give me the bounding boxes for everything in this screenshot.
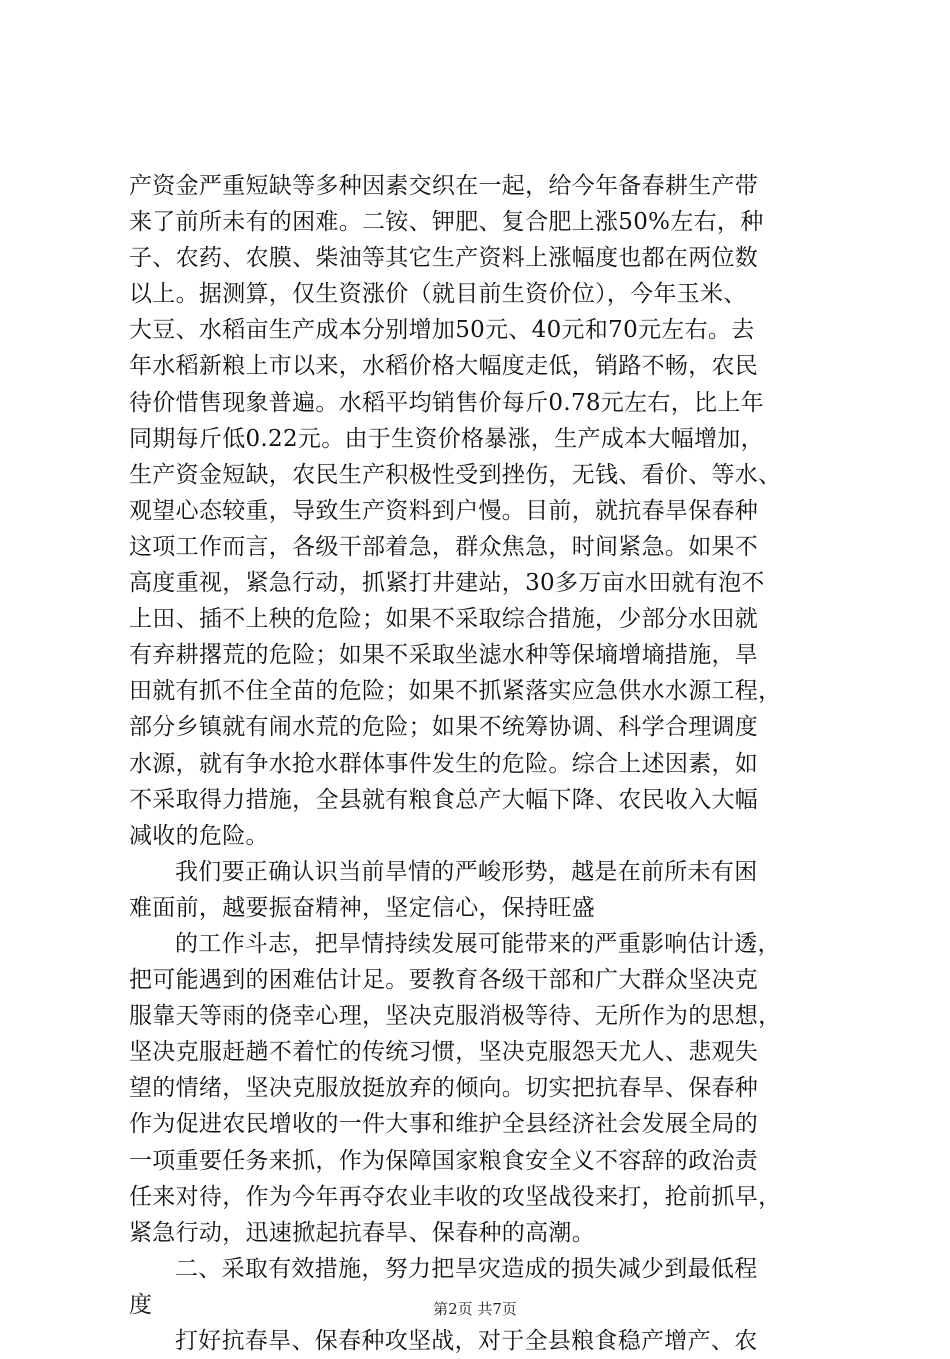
text-line: 一项重要任务来抓，作为保障国家粮食安全义不容辞的政治责 — [129, 1147, 759, 1174]
text-line: 生产资金短缺，农民生产积极性受到挫伤，无钱、看价、等水、 — [129, 461, 782, 488]
text-line: 不采取得力措施，全县就有粮食总产大幅下降、农民收入大幅 — [129, 786, 759, 813]
document-body — [129, 168, 829, 1359]
text-line: 待价惜售现象普遍。水稻平均销售价每斤0.78元左右，比上年 — [129, 389, 764, 416]
text-line: 田就有抓不住全苗的危险；如果不抓紧落实应急供水水源工程， — [129, 678, 782, 705]
text-line: 这项工作而言，各级干部着急，群众焦急，时间紧急。如果不 — [129, 533, 759, 560]
text-line: 任来对待，作为今年再夺农业丰收的攻坚战役来打，抢前抓早， — [129, 1183, 782, 1210]
text-line: 有弃耕撂荒的危险；如果不采取坐滤水种等保墒增墒措施，旱 — [129, 642, 759, 669]
text-line: 服靠天等雨的侥幸心理，坚决克服消极等待、无所作为的思想， — [129, 1003, 782, 1030]
text-line: 上田、插不上秧的危险；如果不采取综合措施，少部分水田就 — [129, 606, 759, 633]
paragraph-start-line: 的工作斗志，把旱情持续发展可能带来的严重影响估计透， — [175, 930, 781, 957]
text-line: 年水稻新粮上市以来，水稻价格大幅度走低，销路不畅，农民 — [129, 353, 759, 380]
section-heading: 二、采取有效措施，努力把旱灾造成的损失减少到最低程 — [175, 1255, 758, 1282]
section-heading-continuation: 度 — [129, 1291, 153, 1318]
text-line: 难面前，越要振奋精神，坚定信心，保持旺盛 — [129, 894, 595, 921]
text-line: 子、农药、农膜、柴油等其它生产资料上涨幅度也都在两位数 — [129, 245, 759, 272]
text-line: 观望心态较重，导致生产资料到户慢。目前，就抗春旱保春种 — [129, 497, 759, 524]
text-line: 坚决克服赶趟不着忙的传统习惯，坚决克服怨天尤人、悲观失 — [129, 1039, 759, 1066]
page-number-footer: 第2页 共7页 — [433, 1300, 517, 1318]
text-line: 大豆、水稻亩生产成本分别增加50元、40元和70元左右。去 — [129, 317, 755, 344]
text-line: 产资金严重短缺等多种因素交织在一起，给今年备春耕生产带 — [129, 173, 759, 199]
text-line: 水源，就有争水抢水群体事件发生的危险。综合上述因素，如 — [129, 750, 759, 777]
text-line: 减收的危险。 — [129, 822, 269, 849]
paragraph-start-line: 我们要正确认识当前旱情的严峻形势，越是在前所未有困 — [175, 858, 758, 885]
text-line: 同期每斤低0.22元。由于生资价格暴涨，生产成本大幅增加， — [129, 425, 764, 452]
paragraph-start-line: 打好抗春旱、保春种攻坚战，对于全县粮食稳产增产、农 — [175, 1328, 758, 1354]
text-line: 紧急行动，迅速掀起抗春旱、保春种的高潮。 — [129, 1219, 595, 1246]
text-line: 望的情绪，坚决克服放挺放弃的倾向。切实把抗春旱、保春种 — [129, 1075, 759, 1102]
text-line: 把可能遇到的困难估计足。要教育各级干部和广大群众坚决克 — [129, 967, 759, 994]
text-line: 高度重视，紧急行动，抓紧打井建站，30多万亩水田就有泡不 — [129, 570, 765, 597]
text-line: 部分乡镇就有闹水荒的危险；如果不统筹协调、科学合理调度 — [129, 714, 759, 741]
text-line: 作为促进农民增收的一件大事和维护全县经济社会发展全局的 — [129, 1111, 759, 1138]
text-line: 以上。据测算，仅生资涨价（就目前生资价位），今年玉米、 — [129, 281, 747, 308]
text-line: 来了前所未有的困难。二铵、钾肥、复合肥上涨50%左右，种 — [129, 209, 764, 236]
